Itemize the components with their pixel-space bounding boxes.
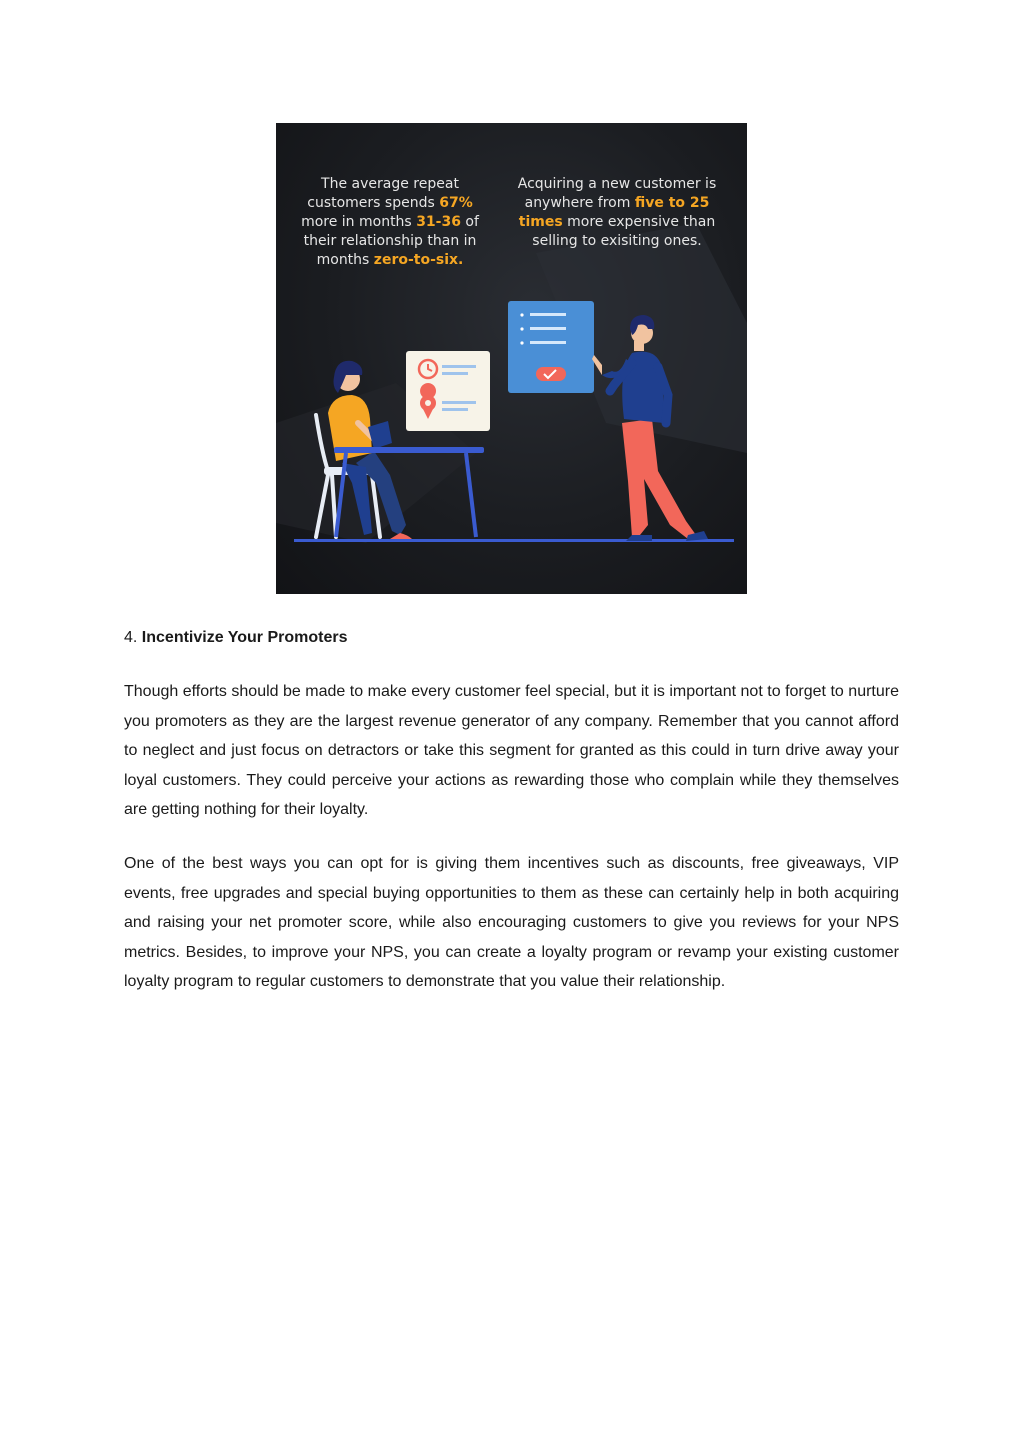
section-title: Incentivize Your Promoters bbox=[141, 629, 348, 646]
info-card bbox=[406, 351, 490, 431]
section-number: 4. bbox=[124, 629, 138, 646]
infographic-image bbox=[276, 123, 747, 594]
paragraph-incentives: One of the best ways you can opt for is giving them incentives such as discounts, free giveaways, VIP events, free upgrades and special buying opportunities to them as these can certainly help in both acquiring and raising your net promoter score, while also encouraging customers to give you reviews for your NPS metrics. Besides, to improve your NPS, you can create a loyalty program or revamp your existing customer loyalty program to regular customers to demonstrate that you value their relationship. bbox=[124, 855, 899, 991]
stat-new-customer-cost: Acquiring a new customer is anywhere from five to 25 times more expensive than selling to exisiting ones. bbox=[517, 176, 717, 249]
section-heading bbox=[124, 628, 347, 648]
checklist-card bbox=[508, 301, 594, 393]
paragraph-promoters: Though efforts should be made to make every customer feel special, but it is important not to forget to nurture you promoters as they are the largest revenue generator of any company. Remember that you cannot afford to neglect and just focus on detractors or take this segment for granted as this could in turn drive away your loyal customers. They could perceive your actions as rewarding those who complain while they themselves are getting nothing for their loyalty. bbox=[124, 683, 899, 819]
stat-repeat-customers: The average repeat customers spends 67% more in months 31-36 of their relationship than in months zero-to-six. bbox=[301, 176, 479, 268]
